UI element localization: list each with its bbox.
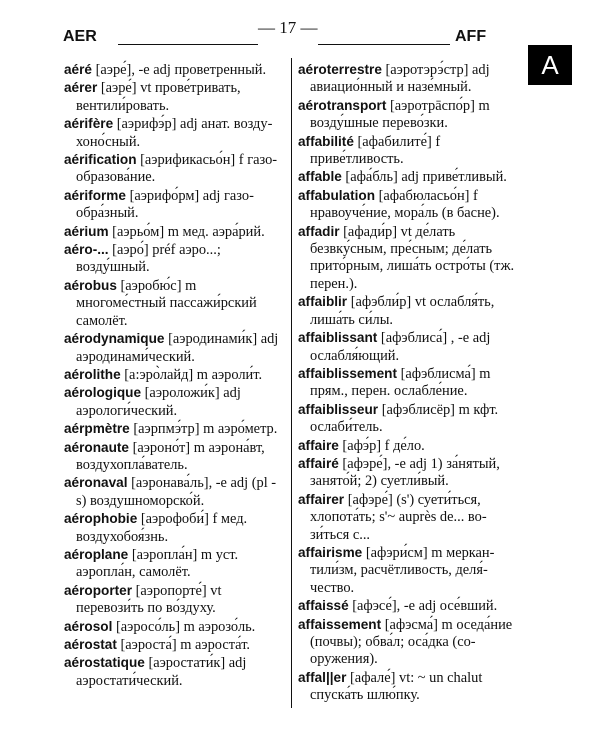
entry-headword: affable (298, 169, 342, 185)
dictionary-entry (298, 168, 520, 186)
dictionary-entry (298, 597, 520, 615)
dictionary-entry (64, 241, 286, 277)
dictionary-entry (298, 669, 520, 705)
dictionary-entry (298, 365, 520, 401)
dictionary-entry (64, 330, 286, 366)
dictionary-entry (64, 384, 286, 420)
entry-headword: affabulation (298, 187, 376, 203)
dictionary-entry (64, 546, 286, 582)
dictionary-entry (298, 223, 520, 294)
dictionary-entry (64, 654, 286, 690)
entry-headword: affairé (298, 455, 339, 471)
entry-definition: [аэре́], -e adj проветренный. (91, 62, 267, 78)
dictionary-entry (298, 293, 520, 329)
entry-definition: [аэрофоби́] f мед. воздухобоя́знь. (76, 511, 248, 545)
entry-headword: affairisme (298, 544, 363, 560)
entry-headword: aérologique (64, 385, 142, 401)
entry-definition: [афэблиса́] , -e adj ослабля́ющий. (310, 330, 491, 364)
entry-definition: [афади́р] vt де́лать безвку́сным, пре́сным; де́лать прито́рным, лиша́ть остро́ты (тж. перен.). (310, 223, 515, 292)
entry-headword: aéro-... (64, 242, 109, 258)
dictionary-entry (298, 329, 520, 365)
dictionary-entry (64, 439, 286, 475)
dictionary-entry (298, 187, 520, 223)
entry-headword: aérostat (64, 637, 117, 652)
entry-headword: affairer (298, 491, 345, 507)
dictionary-column-left (64, 61, 286, 690)
entry-definition: [аэропла́н] m уст. аэропла́н, самолёт. (76, 546, 239, 581)
entry-headword: aérification (64, 152, 137, 168)
entry-headword: aérium (64, 223, 109, 239)
entry-headword: aérostatique (64, 655, 145, 671)
column-divider (291, 58, 292, 708)
entry-headword: aérodynamique (64, 331, 165, 347)
entry-definition: [афэбли́р] vt ослабля́ть, лиша́ть си́лы. (310, 294, 495, 328)
entry-definition: [афэблисёр] m кфт. ослаби́тель. (310, 401, 499, 436)
dictionary-entry (64, 474, 286, 510)
entry-headword: affaiblissant (298, 330, 378, 346)
dictionary-entry (298, 97, 520, 133)
header-rule-right (318, 44, 450, 45)
entry-definition: [аэросо́ль] m аэрозо́ль. (112, 618, 256, 635)
entry-headword: aérophobie (64, 511, 138, 527)
entry-definition: [аэроста́] m аэроста́т. (116, 637, 250, 653)
entry-definition: [аэрьо́м] m мед. аэра́рий. (108, 223, 265, 240)
dictionary-column-right (298, 61, 520, 705)
entry-definition: [а:эро̀лайд] m аэроли́т. (120, 366, 263, 383)
entry-headword: aérobus (64, 277, 117, 293)
entry-headword: affaire (298, 437, 339, 453)
entry-headword: aéronaute (64, 439, 129, 455)
entry-definition: [афабилите́] f приве́тливость. (310, 133, 441, 168)
entry-definition: [афэ́р] f де́ло. (338, 437, 425, 454)
dictionary-entry (298, 437, 520, 455)
entry-definition: [аэротрāспо́р] m возду́шные перево́зки. (310, 97, 490, 132)
dictionary-entry (64, 277, 286, 330)
entry-definition: [аэрпмэ́тр] m аэро́метр. (129, 421, 278, 438)
dictionary-entry (298, 455, 520, 491)
dictionary-entry (64, 115, 286, 151)
entry-definition: [аэробю́с] m многоме́стный пассажи́рский самолёт. (76, 277, 257, 329)
dictionary-entry (298, 544, 520, 597)
dictionary-entry (64, 618, 286, 636)
dictionary-entry (64, 151, 286, 187)
entry-headword: aéronaval (64, 475, 128, 491)
entry-headword: affal||er (298, 669, 347, 685)
entry-headword: aéré (64, 62, 92, 77)
dictionary-entry (64, 636, 286, 654)
dictionary-entry (298, 491, 520, 544)
guide-word-right: AFF (455, 28, 487, 45)
entry-definition: [афэсе́], -e adj осе́вший. (348, 598, 498, 615)
dictionary-entry (298, 61, 520, 97)
entry-definition: [аэрифэ́р] adj анат. воздухоно́сный. (76, 116, 273, 150)
entry-definition: [афэри́см] m меркантили́зм, расчётливость, деля́чество. (310, 544, 495, 596)
entry-definition: [афа́бль] adj приве́тливый. (341, 169, 507, 186)
entry-headword: aéroplane (64, 546, 129, 562)
entry-headword: aéroporter (64, 582, 132, 598)
entry-headword: aéroterrestre (298, 62, 382, 77)
dictionary-entry (64, 79, 286, 115)
entry-headword: aérosol (64, 618, 113, 634)
dictionary-entry (64, 61, 286, 79)
entry-headword: affaiblisseur (298, 401, 379, 417)
dictionary-entry (298, 616, 520, 669)
guide-word-left: AER (63, 28, 97, 45)
dictionary-entry (298, 133, 520, 169)
dictionary-entry (298, 401, 520, 437)
entry-headword: aérer (64, 80, 98, 96)
entry-headword: affadir (298, 223, 340, 239)
entry-definition: [аэрифо́рм] adj газообра́зный. (76, 187, 254, 222)
entry-definition: [афабюласьо́н] f нравоуче́ние, мора́ль (в басне). (310, 187, 500, 222)
entry-definition: [аэростати́к] adj аэростати́ческий. (76, 655, 247, 689)
entry-definition: [афэре́], -e adj 1) за́нятый, занято́й; 2) суетли́вый. (310, 455, 500, 490)
entry-headword: aérolithe (64, 366, 121, 382)
header-rule-left (118, 44, 258, 45)
entry-definition: [афэблисма́] m прям., перен. ослабле́ние. (310, 365, 491, 400)
dictionary-entry (64, 510, 286, 546)
entry-definition: [аэро́] préf аэро...; возду́шный. (76, 242, 221, 276)
entry-definition: [аэротэрэ́стр] adj авиацио́нный и назе́мный. (310, 62, 490, 96)
entry-headword: affabilité (298, 133, 354, 149)
dictionary-entry (64, 420, 286, 438)
entry-headword: aérotransport (298, 97, 387, 113)
entry-headword: affaissement (298, 616, 382, 632)
entry-headword: affaiblir (298, 294, 348, 310)
entry-definition: [аэрификасьо́н] f газообразова́ние. (76, 152, 278, 186)
entry-headword: affaissé (298, 598, 349, 614)
dictionary-entry (64, 187, 286, 223)
entry-headword: aérifère (64, 116, 114, 132)
alphabet-thumb-tab: A (528, 45, 572, 85)
dictionary-entry (64, 223, 286, 241)
entry-definition: [афэре́] (s') суети́ться, хлопота́ть; s'~ auprès de... вози́ться с... (310, 491, 487, 543)
entry-headword: aérpmètre (64, 421, 130, 437)
dictionary-entry (64, 366, 286, 384)
entry-definition: [аэропорте́] vt перевози́ть по во́здуху. (76, 582, 222, 617)
entry-definition: [аэродинами́к] adj аэродинами́ческий. (76, 331, 279, 365)
entry-definition: [аэроложи́к] adj аэрологи́ческий. (76, 385, 241, 419)
page-number: — 17 — (258, 18, 318, 37)
entry-definition: [афале́] vt: ~ un chalut спуска́ть шлю́пку. (310, 669, 483, 704)
entry-headword: affaiblissement (298, 365, 397, 381)
dictionary-entry (64, 582, 286, 618)
entry-headword: aériforme (64, 187, 126, 203)
entry-definition: [аэронава́ль], -e adj (pl -s) воздушноморско́й. (76, 475, 277, 509)
entry-definition: [афэсма́] m оседа́ние (почвы); обва́л; оса́дка (сооружения). (310, 616, 513, 668)
entry-definition: [аэроно́т] m аэрона́вт, воздухопла́ватель. (76, 439, 265, 473)
entry-definition: [аэре́] vt прове́тривать, вентили́ровать. (76, 80, 241, 114)
